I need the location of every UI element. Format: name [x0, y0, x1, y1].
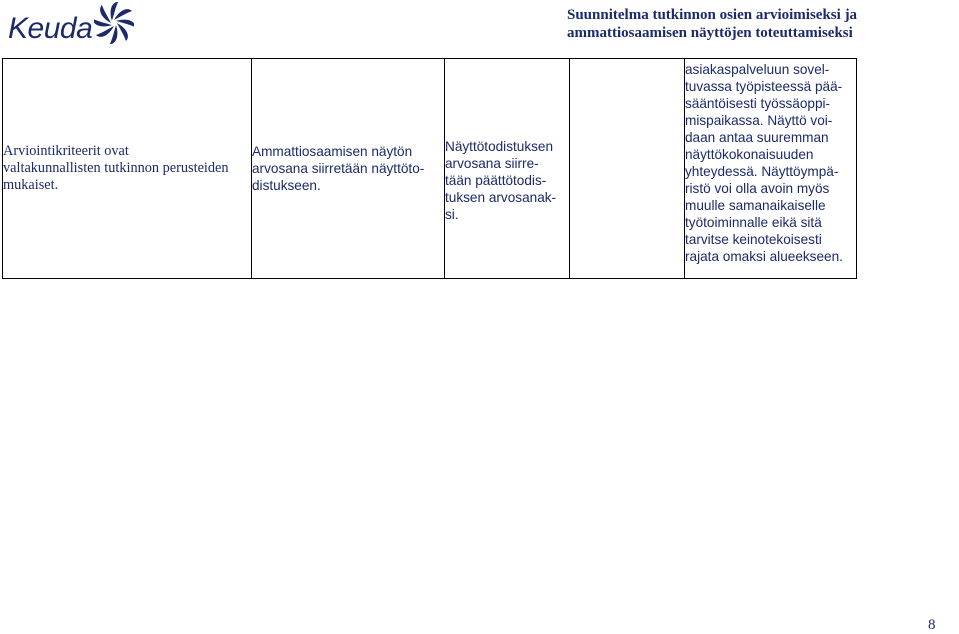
demonstration-environment-text — [685, 61, 856, 265]
text-line: tarvitse keinotekoisesti — [685, 232, 822, 247]
grade-transfer-cell — [252, 59, 445, 279]
text-line: valtakunnallisten tutkinnon perusteiden — [3, 160, 229, 176]
header-title-line-2: ammattiosaamisen näyttöjen toteuttamiseksi — [567, 25, 853, 41]
text-line: työtoiminnalle eikä sitä — [685, 215, 822, 230]
text-line: arvosana siirre- — [445, 156, 539, 171]
certificate-grade-text — [445, 138, 569, 223]
text-line: ristö voi olla avoin myös — [685, 181, 830, 196]
text-line: mispaikassa. Näyttö voi- — [685, 113, 833, 128]
text-line: daan antaa suuremman — [685, 130, 829, 145]
pinwheel-logo-icon — [94, 2, 134, 44]
assessment-table — [2, 58, 857, 279]
text-line: muulle samanaikaiselle — [685, 198, 826, 213]
text-line: tuksen arvosanak- — [445, 190, 557, 205]
header-title-line-1: Suunnitelma tutkinnon osien arvioimiseksi ja — [567, 7, 858, 23]
document-header — [567, 6, 947, 42]
text-line: tään päättötodis- — [445, 173, 547, 188]
text-line: distukseen. — [252, 178, 321, 193]
demonstration-environment-cell — [685, 59, 857, 279]
text-line: sääntöisesti työssäoppi- — [685, 96, 831, 111]
grade-transfer-text — [252, 143, 444, 194]
table-row — [3, 59, 857, 279]
text-line: mukaiset. — [3, 177, 59, 193]
criteria-text — [3, 143, 251, 194]
text-line: asiakaspalveluun sovel- — [685, 62, 830, 77]
keuda-logo — [8, 2, 133, 48]
text-line: Arviointikriteerit ovat — [3, 143, 129, 159]
logo-wordmark: Keuda — [8, 12, 93, 45]
text-line: rajata omaksi alueekseen. — [685, 249, 843, 264]
text-line: si. — [445, 207, 459, 222]
text-line: Näyttötodistuksen — [445, 139, 554, 154]
text-line: arvosana siirretään näyttöto- — [252, 161, 425, 176]
certificate-grade-cell — [445, 59, 570, 279]
text-line: näyttökokonaisuuden — [685, 147, 814, 162]
text-line: yhteydessä. Näyttöympä- — [685, 164, 839, 179]
criteria-cell — [3, 59, 252, 279]
text-line: tuvassa työpisteessä pää- — [685, 79, 843, 94]
page-number: 8 — [928, 617, 936, 633]
text-line: Ammattiosaamisen näytön — [252, 144, 413, 159]
empty-cell — [570, 59, 685, 279]
